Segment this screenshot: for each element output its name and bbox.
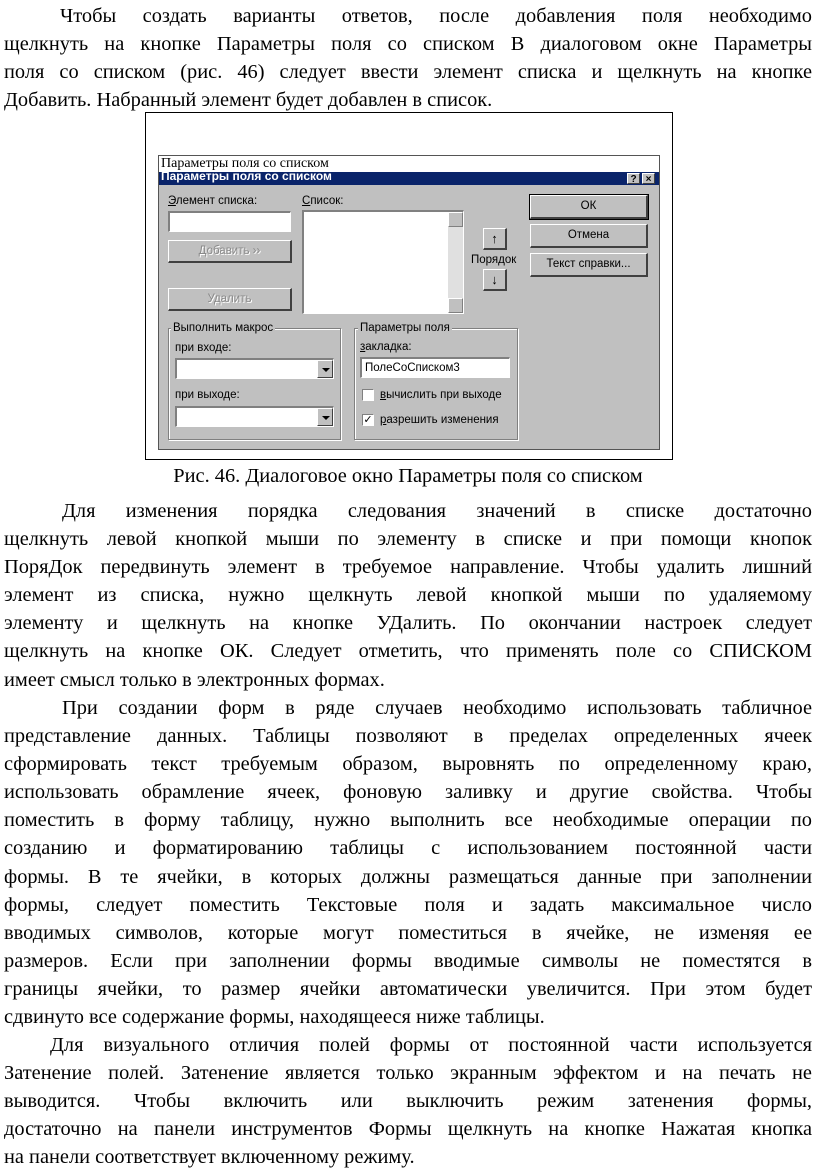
on-exit-label: при выходе:	[175, 389, 240, 401]
text-line: Чтобы создать варианты ответов, после добавления поля необходимо	[60, 5, 812, 27]
text-line: достаточно на панели инструментов Формы щелкнуть на кнопке Нажатая кнопка	[4, 1118, 812, 1141]
cancel-button[interactable]: Отмена	[530, 224, 648, 248]
on-entry-select[interactable]	[175, 358, 334, 379]
text-line: элемент из списка, нужно щелкнуть левой кнопкой мыши по удаляемому	[4, 584, 812, 607]
text-line: щелкнуть на кнопке Параметры поля со списком В диалоговом окне Параметры	[4, 33, 812, 56]
calc-on-exit-label: вычислить при выходе	[380, 389, 502, 401]
text-line: созданию и форматированию таблицы с использованием постоянной части	[4, 837, 812, 860]
dialog-titlebar	[159, 172, 659, 185]
text-line: элементу и щелкнуть на кнопке УДалить. По окончании настроек следует	[4, 612, 812, 635]
order-label: Порядок	[471, 254, 517, 266]
list-label: Список:	[302, 195, 344, 207]
help-text-button[interactable]: Текст справки...	[530, 253, 648, 277]
text-line: представление данных. Таблицы позволяют в пределах определенных ячеек	[4, 725, 812, 748]
delete-button[interactable]: Удалить	[168, 288, 292, 311]
on-entry-label: при входе:	[175, 342, 232, 354]
list-scrollbar[interactable]	[448, 212, 463, 313]
text-line: сдвинуто все содержание формы, находящееся ниже таблицы.	[4, 1006, 545, 1029]
list-item-label: Элемент списка:	[168, 195, 258, 207]
text-line: Добавить. Набранный элемент будет добавлен в список.	[4, 89, 493, 112]
text-line: использовать обрамление ячеек, фоновую заливку и другие свойства. Чтобы	[4, 781, 812, 804]
list-item-input[interactable]	[168, 211, 291, 232]
figure-caption: Рис. 46. Диалоговое окно Параметры поля со списком	[173, 465, 643, 487]
paragraph-3	[4, 694, 812, 1031]
paragraph-2	[4, 497, 812, 694]
text-line: формы, следует поместить Текстовые поля и задать максимальное число	[4, 893, 812, 916]
dialog-title: Параметры поля со списком	[161, 172, 332, 183]
on-exit-select[interactable]	[175, 406, 334, 427]
paragraph-4	[4, 1031, 812, 1171]
text-line: размеров. Если при заполнении формы вводимые символы не поместятся в	[4, 949, 812, 972]
text-line: ПоряДок передвинуть элемент в требуемое направление. Чтобы удалить лишний	[4, 556, 812, 579]
run-macro-group-title: Выполнить макрос	[173, 322, 274, 334]
text-line: щелкнуть левой кнопкой мыши по элементу в списке и при помощи кнопок	[4, 528, 812, 551]
bookmark-label: закладка:	[360, 341, 412, 353]
help-icon[interactable]: ?	[627, 173, 640, 184]
list-box[interactable]	[302, 210, 464, 314]
field-params-group-title: Параметры поля	[360, 322, 450, 334]
text-line: щелкнуть на кнопке ОК. Следует отметить, что применять поле со СПИСКОМ	[4, 640, 812, 663]
ok-button[interactable]: ОК	[530, 195, 648, 219]
calc-on-exit-checkbox[interactable]	[362, 389, 374, 401]
figure-caption-text: Параметры поля со списком	[159, 156, 659, 172]
allow-changes-label: разрешить изменения	[380, 414, 499, 426]
text-line: вводимых символов, которые могут поместиться в ячейке, не изменяя ее	[4, 921, 812, 944]
scroll-down-button[interactable]	[448, 298, 463, 313]
text-line: При создании форм в ряде случаев необходимо использовать табличное	[62, 697, 812, 719]
text-line: на панели соответствует включенному режиму.	[4, 1146, 415, 1169]
combo-box-properties-dialog	[158, 155, 660, 450]
close-icon[interactable]: ×	[642, 173, 655, 184]
paragraph-1	[4, 2, 812, 114]
add-button[interactable]: Добавить ››	[168, 240, 292, 263]
chevron-down-icon[interactable]	[317, 408, 333, 426]
text-line: Для изменения порядка следования значений в списке достаточно	[62, 500, 812, 522]
bookmark-input[interactable]	[360, 357, 510, 378]
allow-changes-checkbox[interactable]: ✓	[363, 414, 373, 426]
text-line: Для визуального отличия полей формы от постоянной части используется	[50, 1034, 812, 1056]
bookmark-value: ПолеСоСписком3	[365, 362, 460, 374]
text-line: границы ячейки, то размер ячейки автоматически увеличится. При этом будет	[4, 977, 812, 1000]
text-line: поля со списком (рис. 46) следует ввести элемент списка и щелкнуть на кнопке	[4, 61, 812, 84]
text-line: Затенение полей. Затенение является только экранным эффектом и на печать не	[4, 1062, 812, 1085]
scroll-up-button[interactable]	[448, 212, 463, 227]
text-line: поместить в форму таблицу, нужно выполнить все необходимые операции по	[4, 809, 812, 832]
text-line: формы. В те ячейки, в которых должны размещаться данные при заполнении	[4, 865, 812, 888]
move-up-button[interactable]: ↑	[483, 228, 507, 250]
text-line: выводится. Чтобы включить или выключить режим затенения формы,	[4, 1090, 812, 1113]
move-down-button[interactable]: ↓	[483, 269, 507, 291]
text-line: имеет смысл только в электронных формах.	[4, 668, 385, 691]
text-line: сформировать текст требуемым образом, выровнять по определенному краю,	[4, 753, 812, 776]
chevron-down-icon[interactable]	[317, 360, 333, 378]
